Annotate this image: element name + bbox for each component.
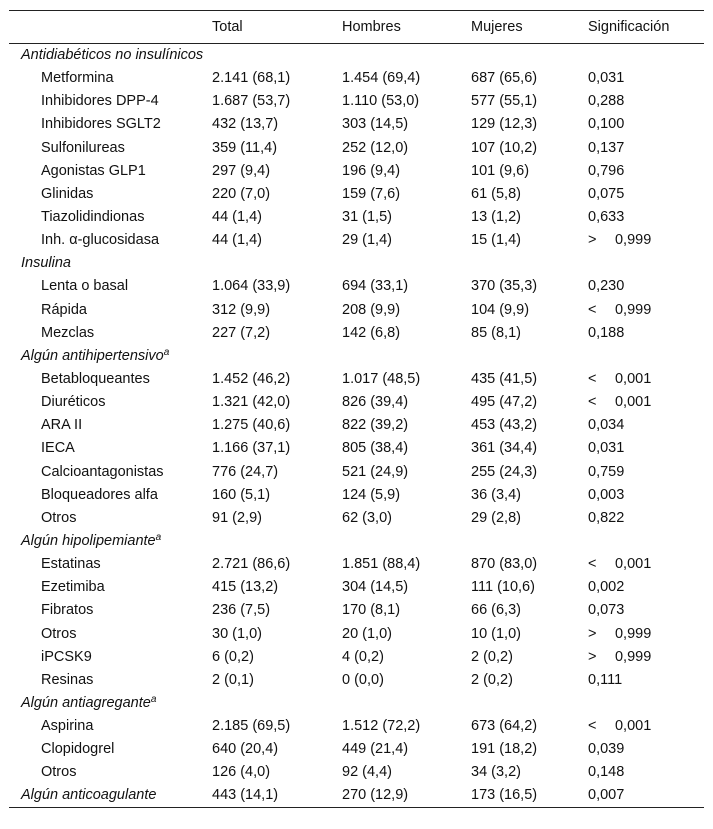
cell-hombres: 62 (3,0): [342, 509, 392, 526]
cell-significacion: 0,073: [588, 602, 625, 619]
cell-hombres: 170 (8,1): [342, 602, 401, 619]
cell-hombres: 1.017 (48,5): [342, 371, 421, 388]
cell-significacion: 0,111: [588, 671, 623, 688]
cell-hombres: 124 (5,9): [342, 486, 401, 503]
row-label: ARA II: [41, 417, 83, 434]
cell-total: 297 (9,4): [212, 162, 271, 179]
cell-total: 640 (20,4): [212, 741, 279, 758]
cell-significacion: 0,796: [588, 162, 625, 179]
cell-total: 1.275 (40,6): [212, 417, 291, 434]
row-label: Otros: [41, 764, 77, 781]
row-label: Resinas: [41, 671, 94, 688]
cell-significacion: 0,075: [588, 185, 625, 202]
row-label: Metformina: [41, 70, 114, 87]
cell-mujeres: 2 (0,2): [471, 648, 513, 665]
table-row: [9, 645, 704, 668]
section-label-text: Algún antiagregante: [21, 695, 151, 711]
table-row: [9, 460, 704, 483]
cell-hombres: 196 (9,4): [342, 162, 401, 179]
cell-significacion: 0,100: [588, 116, 625, 133]
cell-mujeres: 453 (43,2): [471, 417, 538, 434]
cell-mujeres: 495 (47,2): [471, 394, 538, 411]
cell-mujeres: 129 (12,3): [471, 116, 538, 133]
cell-hombres: 1.110 (53,0): [342, 93, 420, 110]
cell-hombres: 1.851 (88,4): [342, 556, 421, 573]
cell-total: 6 (0,2): [212, 648, 254, 665]
cell-significacion: 0,031: [588, 70, 625, 87]
cell-total: 2.721 (86,6): [212, 556, 291, 573]
cell-mujeres: 107 (10,2): [471, 139, 538, 156]
cell-hombres: 208 (9,9): [342, 301, 401, 318]
cell-total: 160 (5,1): [212, 486, 271, 503]
table-row: [9, 67, 704, 90]
section-header-row: [9, 252, 704, 275]
cell-significacion: 0,137: [588, 139, 625, 156]
cell-mujeres: 36 (3,4): [471, 486, 521, 503]
row-label: Tiazolidindionas: [41, 209, 145, 226]
cell-significacion: 0,230: [588, 278, 625, 295]
cell-significacion: < 0,001: [588, 556, 652, 573]
cell-mujeres: 61 (5,8): [471, 185, 521, 202]
cell-mujeres: 15 (1,4): [471, 232, 521, 249]
table-row: [9, 715, 704, 738]
section-header-row: [9, 44, 704, 67]
cell-hombres: 822 (39,2): [342, 417, 409, 434]
cell-total: 30 (1,0): [212, 625, 262, 642]
cell-total: 1.064 (33,9): [212, 278, 291, 295]
table-row: [9, 622, 704, 645]
cell-mujeres: 29 (2,8): [471, 509, 521, 526]
cell-hombres: 805 (38,4): [342, 440, 409, 457]
table-row: [9, 738, 704, 761]
table-row: [9, 483, 704, 506]
table-row: [9, 113, 704, 136]
cell-hombres: 20 (1,0): [342, 625, 392, 642]
cell-mujeres: 361 (34,4): [471, 440, 538, 457]
cell-mujeres: 370 (35,3): [471, 278, 538, 295]
cell-total: 1.452 (46,2): [212, 371, 291, 388]
table-row: [9, 414, 704, 437]
cell-total: 1.321 (42,0): [212, 394, 291, 411]
footnote-marker: a: [155, 532, 162, 544]
row-label: Fibratos: [41, 602, 94, 619]
cell-mujeres: 2 (0,2): [471, 671, 513, 688]
cell-hombres: 29 (1,4): [342, 232, 392, 249]
cell-significacion: 0,003: [588, 486, 625, 503]
cell-mujeres: 66 (6,3): [471, 602, 521, 619]
row-label: Inhibidores DPP-4: [41, 93, 159, 110]
cell-significacion: 0,188: [588, 324, 625, 341]
cell-total: 44 (1,4): [212, 209, 262, 226]
cell-significacion: 0,759: [588, 463, 625, 480]
cell-hombres: 304 (14,5): [342, 579, 409, 596]
header-mujeres: Mujeres: [471, 11, 588, 44]
cell-mujeres: 255 (24,3): [471, 463, 538, 480]
footnote-marker: a: [150, 694, 157, 705]
header-label-col: [9, 11, 212, 44]
cell-mujeres: 577 (55,1): [471, 93, 538, 110]
header-total: Total: [212, 11, 342, 44]
table-body: [9, 44, 704, 808]
cell-total: 443 (14,1): [212, 784, 342, 807]
table-row: [9, 159, 704, 182]
cell-mujeres: 104 (9,9): [471, 301, 530, 318]
cell-total: 1.687 (53,7): [212, 93, 291, 110]
section-header-row: [9, 529, 704, 552]
cell-significacion: < 0,001: [588, 394, 652, 411]
table-row: [9, 205, 704, 228]
row-label: Glinidas: [41, 185, 94, 202]
cell-significacion: 0,031: [588, 440, 625, 457]
cell-mujeres: 191 (18,2): [471, 741, 538, 758]
cell-total: 432 (13,7): [212, 116, 279, 133]
cell-total: 776 (24,7): [212, 463, 279, 480]
cell-total: 220 (7,0): [212, 185, 271, 202]
cell-hombres: 694 (33,1): [342, 278, 409, 295]
cell-total: 312 (9,9): [212, 301, 271, 318]
table-row: [9, 761, 704, 784]
cell-total: 1.166 (37,1): [212, 440, 291, 457]
cell-significacion: > 0,999: [588, 625, 652, 642]
section-label-text: Algún hipolipemiante: [21, 533, 156, 550]
row-label: Bloqueadores alfa: [41, 486, 158, 503]
cell-mujeres: 435 (41,5): [471, 371, 538, 388]
cell-total: 2.185 (69,5): [212, 718, 291, 735]
cell-hombres: 31 (1,5): [342, 209, 392, 226]
row-label: Inhibidores SGLT2: [41, 116, 161, 133]
section-header-row: [9, 344, 704, 367]
cell-significacion: 0,007: [588, 784, 704, 807]
cell-hombres: 0 (0,0): [342, 671, 384, 688]
cell-significacion: < 0,999: [588, 301, 652, 318]
footnote-marker: a: [163, 346, 170, 358]
cell-mujeres: 10 (1,0): [471, 625, 521, 642]
section-label: [9, 252, 704, 275]
section-label: [9, 529, 704, 552]
section-label: [9, 344, 704, 367]
cell-mujeres: 111 (10,6): [471, 579, 535, 596]
header-significacion: Significación: [588, 11, 704, 44]
cell-significacion: 0,288: [588, 93, 625, 110]
cell-significacion: > 0,999: [588, 232, 652, 249]
section-data-row: [9, 784, 704, 807]
table-row: [9, 275, 704, 298]
row-label: Ezetimiba: [41, 579, 105, 596]
row-label: Mezclas: [41, 324, 95, 341]
section-label-text: Algún antihipertensivo: [21, 347, 164, 364]
row-label: Aspirina: [41, 718, 94, 735]
cell-significacion: 0,039: [588, 741, 625, 758]
cell-hombres: 449 (21,4): [342, 741, 409, 758]
cell-hombres: 92 (4,4): [342, 764, 392, 781]
table-row: [9, 668, 704, 691]
cell-hombres: 252 (12,0): [342, 139, 409, 156]
cell-total: 2 (0,1): [212, 671, 254, 688]
header-row: [9, 11, 704, 44]
cell-hombres: 826 (39,4): [342, 394, 409, 411]
section-label: [9, 691, 704, 714]
cell-mujeres: 101 (9,6): [471, 162, 530, 179]
table-row: [9, 321, 704, 344]
cell-total: 44 (1,4): [212, 232, 262, 249]
row-label: Clopidogrel: [41, 741, 115, 758]
table-row: [9, 599, 704, 622]
table-row: [9, 298, 704, 321]
row-label: Calcioantagonistas: [41, 463, 164, 480]
table-row: [9, 437, 704, 460]
table-row: [9, 136, 704, 159]
table-row: [9, 229, 704, 252]
cell-hombres: 521 (24,9): [342, 463, 409, 480]
table-row: [9, 391, 704, 414]
row-label: Inh. α-glucosidasa: [41, 232, 160, 249]
row-label: IECA: [41, 440, 75, 457]
cell-significacion: 0,034: [588, 417, 625, 434]
row-label: Otros: [41, 625, 77, 642]
medication-table: [9, 10, 704, 808]
table-row: [9, 367, 704, 390]
cell-mujeres: 673 (64,2): [471, 718, 538, 735]
cell-hombres: 303 (14,5): [342, 116, 409, 133]
cell-total: 2.141 (68,1): [212, 70, 291, 87]
table-container: [9, 10, 704, 808]
cell-significacion: < 0,001: [588, 371, 652, 388]
table-row: [9, 182, 704, 205]
cell-mujeres: 870 (83,0): [471, 556, 538, 573]
cell-mujeres: 687 (65,6): [471, 70, 538, 87]
table-row: [9, 506, 704, 529]
row-label: iPCSK9: [41, 648, 92, 665]
cell-total: 415 (13,2): [212, 579, 279, 596]
cell-total: 227 (7,2): [212, 324, 271, 341]
cell-hombres: 1.512 (72,2): [342, 718, 421, 735]
row-label: Rápida: [41, 301, 87, 318]
row-label: Betabloqueantes: [41, 371, 150, 388]
row-label: Diuréticos: [41, 394, 106, 411]
cell-significacion: 0,633: [588, 209, 625, 226]
cell-significacion: 0,148: [588, 764, 625, 781]
cell-hombres: 4 (0,2): [342, 648, 384, 665]
cell-significacion: < 0,001: [588, 718, 652, 735]
cell-total: 359 (11,4): [212, 139, 278, 156]
table-header: [9, 11, 704, 44]
row-label: Lenta o basal: [41, 278, 129, 295]
section-label-text: Insulina: [21, 255, 71, 272]
cell-significacion: 0,002: [588, 579, 625, 596]
cell-mujeres: 85 (8,1): [471, 324, 521, 341]
section-header-row: [9, 691, 704, 714]
row-label: Estatinas: [41, 556, 101, 573]
cell-hombres: 270 (12,9): [342, 784, 471, 807]
cell-mujeres: 34 (3,2): [471, 764, 521, 781]
row-label: Algún anticoagulante: [9, 784, 212, 807]
table-row: [9, 553, 704, 576]
row-label: Otros: [41, 509, 77, 526]
cell-mujeres: 13 (1,2): [471, 209, 521, 226]
table-row: [9, 90, 704, 113]
cell-hombres: 159 (7,6): [342, 185, 401, 202]
cell-significacion: 0,822: [588, 509, 625, 526]
cell-total: 126 (4,0): [212, 764, 271, 781]
header-hombres: Hombres: [342, 11, 471, 44]
cell-mujeres: 173 (16,5): [471, 784, 588, 807]
cell-total: 236 (7,5): [212, 602, 271, 619]
cell-total: 91 (2,9): [212, 509, 262, 526]
table-row: [9, 576, 704, 599]
row-label: Sulfonilureas: [41, 139, 125, 156]
cell-significacion: > 0,999: [588, 648, 652, 665]
cell-hombres: 142 (6,8): [342, 324, 401, 341]
section-label: [9, 44, 704, 67]
cell-hombres: 1.454 (69,4): [342, 70, 421, 87]
row-label: Agonistas GLP1: [41, 162, 146, 179]
section-label-text: Antidiabéticos no insulínicos: [21, 47, 204, 64]
